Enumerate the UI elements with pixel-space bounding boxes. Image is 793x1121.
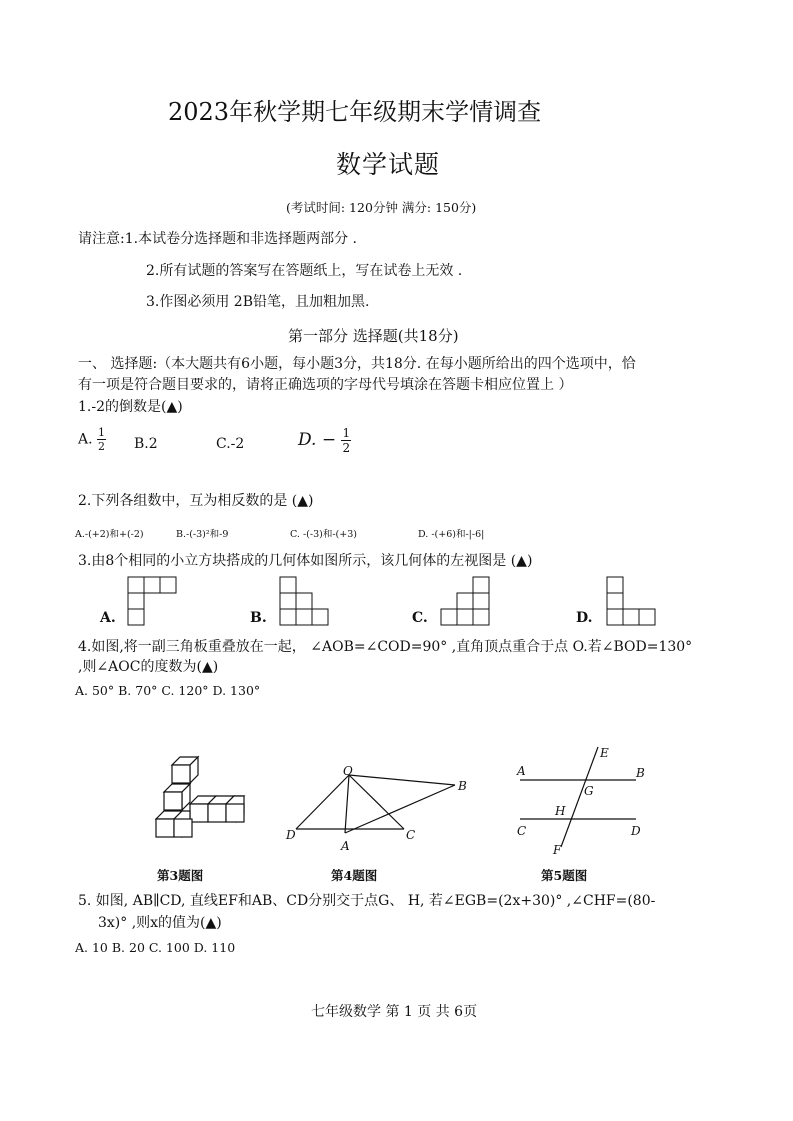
q2-option-b: B.-(-3)²和-9 <box>176 529 229 540</box>
q5-stem-1: 5. 如图, AB∥CD, 直线EF和AB、CD分别交于点G、 H, 若∠EGB=(2x+30)° ,∠CHF=(80- <box>78 893 656 909</box>
fig5-label-f: F <box>553 843 562 855</box>
q3-label-b: B. <box>250 610 267 626</box>
q3-label-c: C. <box>412 610 428 626</box>
fig5-label-a: A <box>517 764 526 778</box>
q1-option-a: A. $\frac{1}{2}$ <box>78 426 106 453</box>
option-a-figure <box>128 577 176 625</box>
part1-instruction-2: 有一项是符合题目要求的，请将正确选项的字母代号填涂在答题卡相应位置上 ） <box>78 377 573 393</box>
q2-option-a: A.-(+2)和+(-2) <box>75 529 144 540</box>
fig5-label-h: H <box>555 804 566 818</box>
fig5-lines <box>520 747 636 847</box>
q2-option-d: D. -(+6)和-|-6| <box>418 529 485 540</box>
fraction: $\frac{1}{2}$ <box>342 426 351 455</box>
fig3-cubes <box>156 757 244 837</box>
subject-title: 数学试题 <box>336 150 441 179</box>
q3-stem: 3.由8个相同的小立方块搭成的几何体如图所示，该几何体的左视图是 (▲) <box>78 553 533 569</box>
q4-stem-2: ,则∠AOC的度数为(▲) <box>78 659 219 675</box>
fig4-caption: 第4题图 <box>331 868 378 883</box>
part1-instruction-1: 一、 选择题:（本大题共有6小题，每小题3分，共18分. 在每小题所给出的四个选项中，恰 <box>78 356 636 372</box>
fig4-label-d: D <box>286 828 296 842</box>
page-title: 2023年秋学期七年级期末学情调查 <box>168 98 542 126</box>
fig5-label-c: C <box>517 824 527 838</box>
q1-stem: 1.-2的倒数是(▲) <box>78 399 183 415</box>
part1-heading: 第一部分 选择题(共18分) <box>288 327 459 345</box>
fig5-label-d: D <box>631 824 641 838</box>
fig5-label-g: G <box>584 784 594 798</box>
q3-options-figures <box>0 570 793 630</box>
option-d-figure <box>607 577 655 625</box>
q5-options: A. 10 B. 20 C. 100 D. 110 <box>75 940 236 955</box>
q4-options: A. 50° B. 70° C. 120° D. 130° <box>75 683 261 698</box>
q3-label-d: D. <box>576 610 593 626</box>
page-footer: 七年级数学 第 1 页 共 6页 <box>311 1004 478 1020</box>
fig4-label-c: C <box>406 828 416 842</box>
option-b-figure <box>280 577 328 625</box>
fig5-label-b: B <box>636 766 645 780</box>
fig4-triangles <box>296 775 455 833</box>
q2-option-c: C. -(-3)和-(+3) <box>290 529 357 540</box>
q4-stem-1: 4.如图,将一副三角板重叠放在一起， ∠AOB=∠COD=90° ,直角顶点重合于点 O.若∠BOD=130° <box>78 639 693 655</box>
q5-stem-2: 3x)° ,则x的值为(▲) <box>98 915 222 931</box>
fig5-caption: 第5题图 <box>541 868 588 883</box>
fig4-label-b: B <box>458 779 467 793</box>
note-item-3: 3.作图必须用 2B铅笔，且加粗加黑. <box>146 294 370 310</box>
q3-label-a: A. <box>100 610 116 626</box>
fraction: $\frac{1}{2}$ <box>98 426 106 453</box>
fig4-label-a: A <box>341 839 350 853</box>
notes-lead: 请注意:1.本试卷分选择题和非选择题两部分 . <box>78 231 357 247</box>
q1-option-d: D. − $\frac{1}{2}$ <box>298 426 351 455</box>
q2-stem: 2.下列各组数中，互为相反数的是 (▲) <box>78 493 314 509</box>
fig3-caption: 第3题图 <box>157 868 204 883</box>
option-c-figure <box>441 577 489 625</box>
exam-info: (考试时间: 120分钟 满分: 150分) <box>286 200 477 215</box>
fig4-label-o: O <box>343 764 353 778</box>
figures-row <box>0 735 793 855</box>
q1-option-b: B.2 <box>134 436 158 452</box>
fig5-label-e: E <box>600 746 609 760</box>
q1-option-c: C.-2 <box>216 436 245 452</box>
note-item-2: 2.所有试题的答案写在答题纸上，写在试卷上无效 . <box>146 263 463 279</box>
